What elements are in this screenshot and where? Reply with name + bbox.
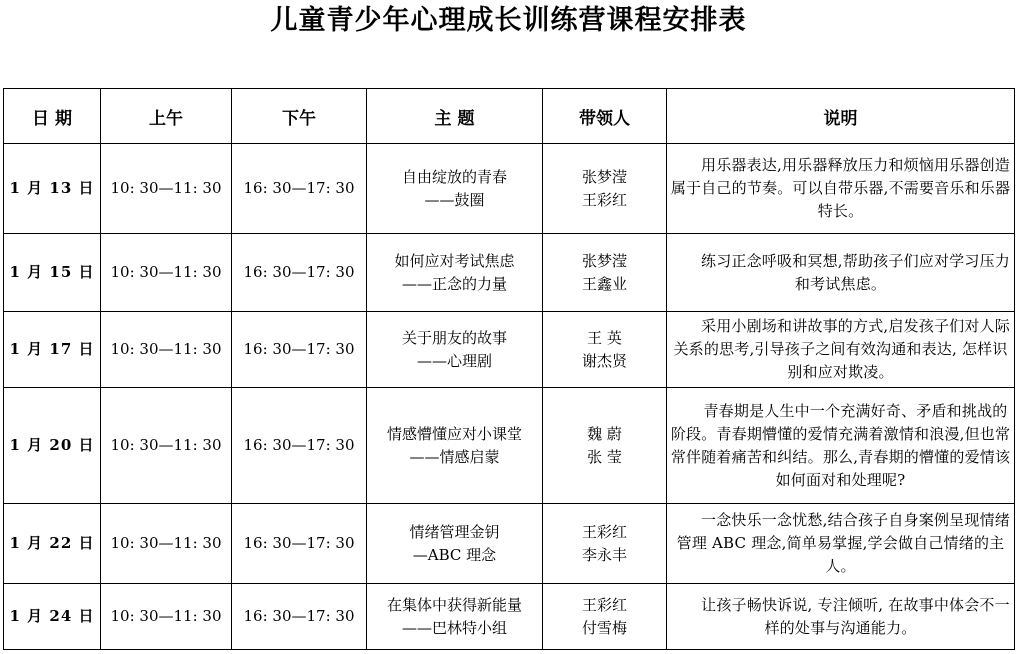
- leader-name: 李永丰: [581, 545, 627, 564]
- leader-name: 魏 蔚: [587, 424, 622, 443]
- cell-leader: [543, 234, 667, 312]
- cell-date: 1 月 22 日: [4, 504, 101, 584]
- header-leader: 带领人: [543, 89, 667, 144]
- leader-name: 谢杰贤: [581, 351, 627, 370]
- leader-name: 付雪梅: [581, 618, 627, 637]
- cell-description: 用乐器表达,用乐器释放压力和烦恼用乐器创造属于自己的节奏。可以自带乐器,不需要音乐和乐器特长。: [667, 144, 1015, 234]
- cell-theme: [367, 144, 543, 234]
- cell-leader: [543, 388, 667, 504]
- header-date: 日 期: [4, 89, 101, 144]
- theme-subtitle: ——情感启蒙: [409, 447, 500, 466]
- leader-name: 王彩红: [581, 522, 627, 541]
- theme-title: 关于朋友的故事: [401, 328, 507, 347]
- table-row: [4, 584, 1015, 650]
- cell-afternoon-time: 16: 30—17: 30: [232, 388, 367, 504]
- header-morning: 上午: [101, 89, 232, 144]
- table-row: [4, 234, 1015, 312]
- theme-subtitle: ——鼓圈: [424, 190, 485, 209]
- cell-afternoon-time: 16: 30—17: 30: [232, 312, 367, 388]
- cell-afternoon-time: 16: 30—17: 30: [232, 504, 367, 584]
- cell-afternoon-time: 16: 30—17: 30: [232, 234, 367, 312]
- cell-morning-time: 10: 30—11: 30: [101, 504, 232, 584]
- cell-theme: [367, 312, 543, 388]
- cell-theme: [367, 388, 543, 504]
- theme-title: 如何应对考试焦虑: [394, 251, 515, 270]
- leader-name: 王鑫业: [581, 274, 627, 293]
- leader-name: 王 英: [587, 328, 622, 347]
- cell-date: 1 月 20 日: [4, 388, 101, 504]
- theme-subtitle: ——正念的力量: [401, 274, 507, 293]
- header-afternoon: 下午: [232, 89, 367, 144]
- cell-description: 练习正念呼吸和冥想,帮助孩子们应对学习压力和考试焦虑。: [667, 234, 1015, 312]
- header-theme: 主 题: [367, 89, 543, 144]
- table-header-row: [4, 89, 1015, 144]
- cell-leader: [543, 504, 667, 584]
- table-row: [4, 388, 1015, 504]
- leader-name: 张梦滢: [581, 167, 627, 186]
- cell-morning-time: 10: 30—11: 30: [101, 388, 232, 504]
- table-row: [4, 504, 1015, 584]
- cell-date: 1 月 24 日: [4, 584, 101, 650]
- table-row: [4, 144, 1015, 234]
- table-row: [4, 312, 1015, 388]
- theme-subtitle: —ABC 理念: [412, 545, 497, 564]
- cell-description: 让孩子畅快诉说, 专注倾听, 在故事中体会不一样的处事与沟通能力。: [667, 584, 1015, 650]
- cell-date: 1 月 13 日: [4, 144, 101, 234]
- cell-theme: [367, 234, 543, 312]
- schedule-table: [3, 88, 1015, 650]
- leader-name: 张梦滢: [581, 251, 627, 270]
- cell-leader: [543, 312, 667, 388]
- cell-theme: [367, 504, 543, 584]
- cell-afternoon-time: 16: 30—17: 30: [232, 144, 367, 234]
- theme-title: 自由绽放的青春: [401, 167, 507, 186]
- theme-subtitle: ——巴林特小组: [401, 618, 507, 637]
- theme-title: 情绪管理金钥: [409, 522, 500, 541]
- cell-leader: [543, 144, 667, 234]
- cell-morning-time: 10: 30—11: 30: [101, 312, 232, 388]
- header-description: 说明: [667, 89, 1015, 144]
- theme-title: 在集体中获得新能量: [386, 595, 522, 614]
- cell-afternoon-time: 16: 30—17: 30: [232, 584, 367, 650]
- page-title: 儿童青少年心理成长训练营课程安排表: [270, 5, 747, 36]
- cell-description: 采用小剧场和讲故事的方式,启发孩子们对人际关系的思考,引导孩子之间有效沟通和表达, 怎样识别和应对欺凌。: [667, 312, 1015, 388]
- cell-date: 1 月 15 日: [4, 234, 101, 312]
- cell-morning-time: 10: 30—11: 30: [101, 144, 232, 234]
- cell-description: 一念快乐一念忧愁,结合孩子自身案例呈现情绪管理 ABC 理念,简单易掌握,学会做自己情绪的主人。: [667, 504, 1015, 584]
- cell-description: 青春期是人生中一个充满好奇、矛盾和挑战的阶段。青春期懵懂的爱情充满着激情和浪漫,但也常常伴随着痛苦和纠结。那么,青春期的懵懂的爱情该如何面对和处理呢?: [667, 388, 1015, 504]
- cell-date: 1 月 17 日: [4, 312, 101, 388]
- theme-subtitle: ——心理剧: [416, 351, 492, 370]
- leader-name: 王彩红: [581, 595, 627, 614]
- theme-title: 情感懵懂应对小课堂: [386, 424, 522, 443]
- cell-morning-time: 10: 30—11: 30: [101, 234, 232, 312]
- leader-name: 张 莹: [587, 447, 622, 466]
- cell-morning-time: 10: 30—11: 30: [101, 584, 232, 650]
- cell-leader: [543, 584, 667, 650]
- cell-theme: [367, 584, 543, 650]
- leader-name: 王彩红: [581, 190, 627, 209]
